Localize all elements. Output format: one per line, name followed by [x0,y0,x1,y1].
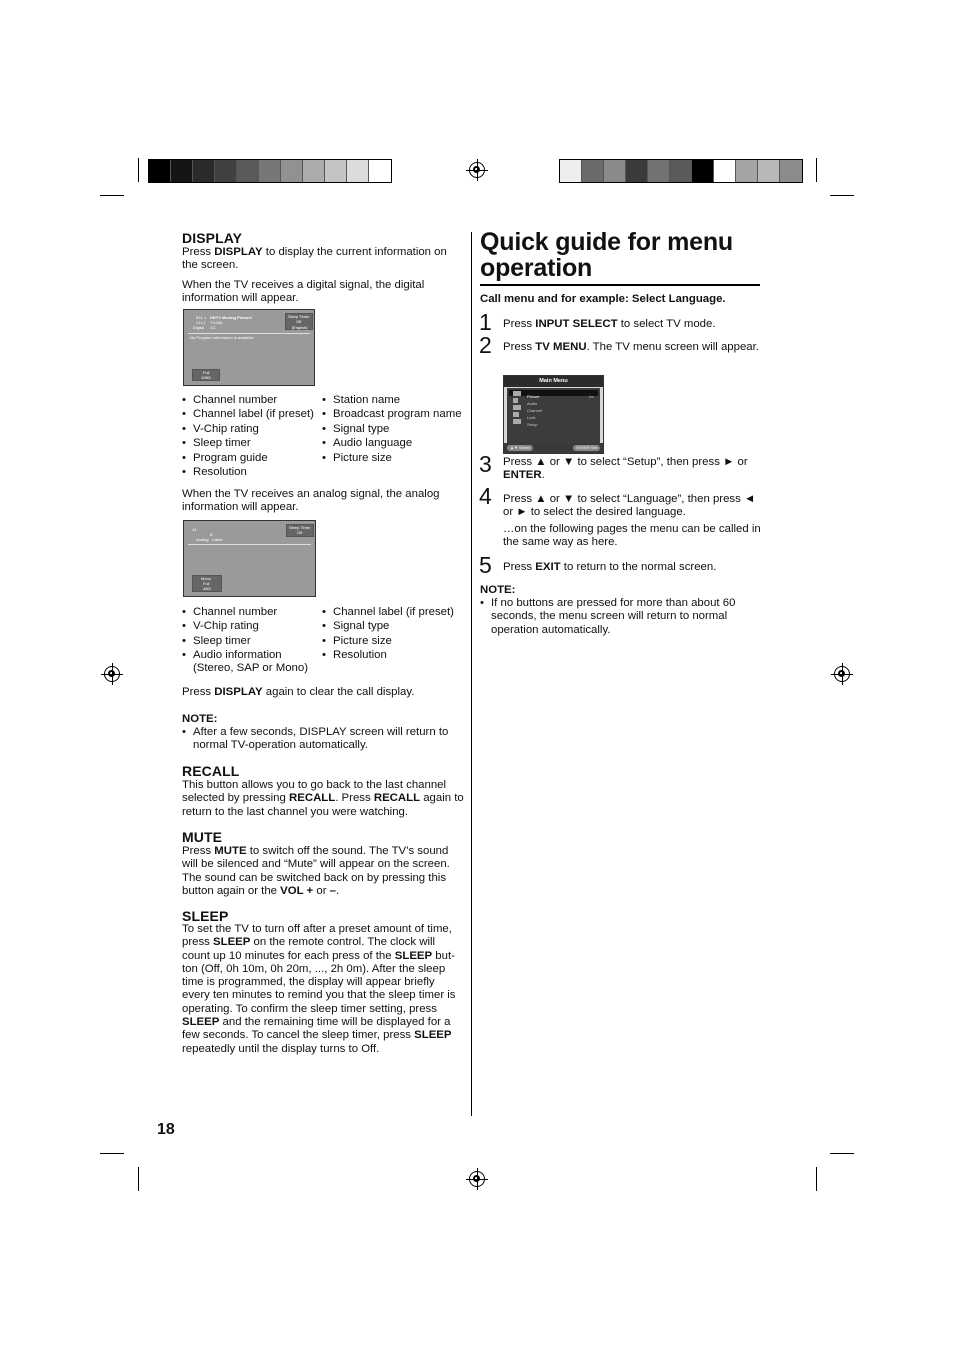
left-column [182,230,464,305]
step-number: 4 [479,483,492,509]
display-note-list [182,726,464,753]
quick-note-heading: NOTE: [480,584,516,596]
digital-info-list-left [182,394,322,480]
lock-icon [513,412,519,417]
recall-heading: RECALL [182,763,240,779]
color-swatch [281,160,303,182]
color-swatch [149,160,171,182]
mute-heading: MUTE [182,829,223,845]
list-item: • Picture size [322,452,464,466]
color-swatch [648,160,670,182]
color-swatch [171,160,193,182]
step-number: 1 [479,309,492,335]
step-number: 2 [479,332,492,358]
step-4-extra: …on the following pages the menu can be called in the same way as here. [503,523,761,549]
color-swatch [193,160,215,182]
list-item: • Audio language [322,437,464,451]
channel-icon [513,405,521,410]
crop-mark [816,1167,817,1191]
list-item: • Channel label (if preset) [322,606,464,620]
color-swatch [758,160,780,182]
color-swatch [714,160,736,182]
color-swatch [259,160,281,182]
list-item: • Resolution [182,466,322,480]
list-item: • Program guide [182,452,322,466]
color-swatch [604,160,626,182]
crop-mark [138,1167,139,1191]
list-item: • After a few seconds, DISPLAY screen will return to normal TV-operation automatically. [182,726,464,753]
color-swatch [692,160,714,182]
step-2-text: Press TV MENU. The TV menu screen will appear. [503,341,759,353]
color-swatch [582,160,604,182]
crop-mark [816,158,817,182]
analog-info-screen: 14 B Analog Cable Sleep Timer Off Mono Full 480i [183,520,316,597]
digital-info-screen: 621-1 CH-1 Digital HDTV Moving Picture! TV-MA CC Sleep Timer Off [English] No Program Information is available Full 1080i [183,309,315,386]
list-item: • Broadcast program name [322,408,464,422]
color-swatch [670,160,692,182]
quick-subtitle: Call menu and for example: Select Language. [480,293,726,305]
registration-mark-icon [104,666,120,682]
list-item: • Channel label (if preset) [182,408,322,422]
list-item: • Station name [322,394,464,408]
display-analog-intro: When the TV receives an analog signal, the analog information will appear. [182,488,440,514]
sleep-text: To set the TV to turn off after a preset amount of time, press SLEEP on the remote control. The clock will count up 10 minutes for each press of the SLEEP but-ton (Off, 0h 10m, 0h 20m, ..., 2h 0m). After the sleep time is programmed, the display will appear briefly every ten minutes to remind you that the sleep timer is operating. To confirm the sleep timer setting, press SLEEP and the remaining time will be displayed for a few seconds. To cancel the sleep timer, press SLEEP repeatedly until the display turns to Off. [182,923,456,1055]
color-swatch [215,160,237,182]
list-item: • Sleep timer [182,437,322,451]
color-swatch [369,160,391,182]
step-4-text: Press ▲ or ▼ to select “Language”, then press ◄ or ► to select the desired language. [503,493,756,519]
list-item: • If no buttons are pressed for more than about 60 seconds, the menu screen will return to normal operation automatically. [480,597,750,637]
display-digital-intro: When the TV receives a digital signal, the digital information will appear. [182,278,425,304]
list-item: • Channel number [182,606,322,620]
analog-info-list-right [322,606,464,664]
color-calibration-bar-right [559,159,803,183]
color-swatch [347,160,369,182]
display-intro: Press DISPLAY to display the current information on the screen. [182,246,447,272]
crop-mark [830,195,854,196]
sleep-heading: SLEEP [182,908,229,924]
setup-icon [513,419,521,424]
step-5-text: Press EXIT to return to the normal screen. [503,561,717,573]
color-swatch [237,160,259,182]
title-underline [480,284,760,286]
color-swatch [303,160,325,182]
mute-text: Press MUTE to switch off the sound. The TV’s sound will be silenced and “Mute” will appear on the screen. The sound can be switched back on by pressing this button again or the VOL + or –. [182,845,450,897]
digital-info-list-right [322,394,464,466]
main-menu-screen [503,375,604,454]
menu-body: Picture >> Audio Channel Lock Setup [507,388,600,444]
step-3-text: Press ▲ or ▼ to select “Setup”, then press ► or ENTER. [503,456,748,482]
list-item: • Picture size [322,635,464,649]
color-swatch [626,160,648,182]
color-swatch [736,160,758,182]
color-swatch [780,160,802,182]
picture-icon [513,391,521,396]
color-swatch [560,160,582,182]
display-clear-text: Press DISPLAY again to clear the call display. [182,686,415,698]
list-item: • Channel number [182,394,322,408]
color-swatch [325,160,347,182]
registration-mark-icon [834,666,850,682]
step-number: 5 [479,552,492,578]
display-note-heading: NOTE: [182,713,218,725]
menu-footer: ▲▼ Select ENTER Set [504,443,603,453]
audio-icon [513,398,518,403]
display-heading: DISPLAY [182,230,243,246]
list-item: • Audio information (Stereo, SAP or Mono) [182,649,312,676]
step-number: 3 [479,451,492,477]
page-title: Quick guide for menu operation [480,228,733,282]
list-item: • V-Chip rating [182,620,322,634]
crop-mark [100,1153,124,1154]
registration-mark-icon [469,162,485,178]
list-item: • Resolution [322,649,464,663]
step-1-text: Press INPUT SELECT to select TV mode. [503,318,716,330]
list-item: • Sleep timer [182,635,322,649]
recall-text: This button allows you to go back to the last channel selected by pressing RECALL. Press RECALL again to return to the last channel you were watching. [182,779,464,818]
menu-title: Main Menu [504,376,603,387]
list-item: • V-Chip rating [182,423,322,437]
analog-info-list-left [182,606,322,676]
crop-mark [100,195,124,196]
registration-mark-icon [469,1171,485,1187]
list-item: • Signal type [322,423,464,437]
page-number: 18 [157,1121,175,1138]
crop-mark [138,158,139,182]
quick-note-list [480,597,750,637]
crop-mark [830,1153,854,1154]
list-item: • Signal type [322,620,464,634]
column-divider [471,232,472,1116]
color-calibration-bar-left [148,159,392,183]
